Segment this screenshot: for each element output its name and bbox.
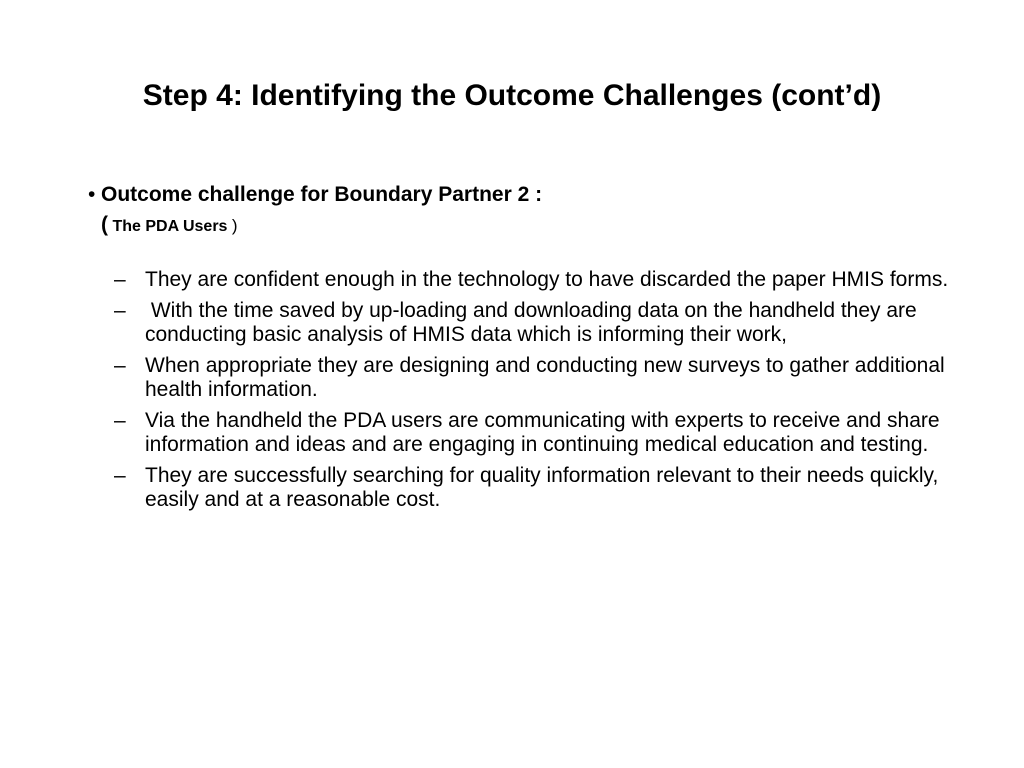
dash-marker: – bbox=[114, 464, 126, 487]
challenge-list bbox=[114, 268, 974, 519]
list-item-text: When appropriate they are designing and conducting new surveys to gather additional health information. bbox=[145, 354, 945, 401]
bullet-heading: Outcome challenge for Boundary Partner 2 : bbox=[101, 183, 543, 206]
list-item bbox=[114, 464, 974, 512]
list-item bbox=[114, 409, 974, 457]
paren-close: ) bbox=[231, 216, 238, 235]
list-item-text: With the time saved by up-loading and downloading data on the handheld they are conducting basic analysis of HMIS data which is informing their work, bbox=[145, 299, 923, 346]
dash-marker: – bbox=[114, 268, 126, 291]
dash-marker: – bbox=[114, 354, 126, 377]
list-item bbox=[114, 354, 974, 402]
dash-marker: – bbox=[114, 299, 126, 322]
bullet-subject-line bbox=[101, 213, 238, 239]
bullet-subject: The PDA Users bbox=[112, 218, 228, 235]
paren-open: ( bbox=[101, 213, 108, 236]
list-item-text: Via the handheld the PDA users are communicating with experts to receive and share information and ideas and are engaging in continuing medical education and testing. bbox=[145, 409, 940, 456]
bullet-marker: • bbox=[88, 183, 96, 206]
slide-title: Step 4: Identifying the Outcome Challenges (cont’d) bbox=[142, 79, 882, 112]
list-item-text: They are confident enough in the technology to have discarded the paper HMIS forms. bbox=[145, 268, 949, 291]
dash-marker: – bbox=[114, 409, 126, 432]
list-item-text: They are successfully searching for quality information relevant to their needs quickly, easily and at a reasonable cost. bbox=[145, 464, 939, 511]
list-item bbox=[114, 299, 974, 347]
list-item bbox=[114, 268, 974, 292]
